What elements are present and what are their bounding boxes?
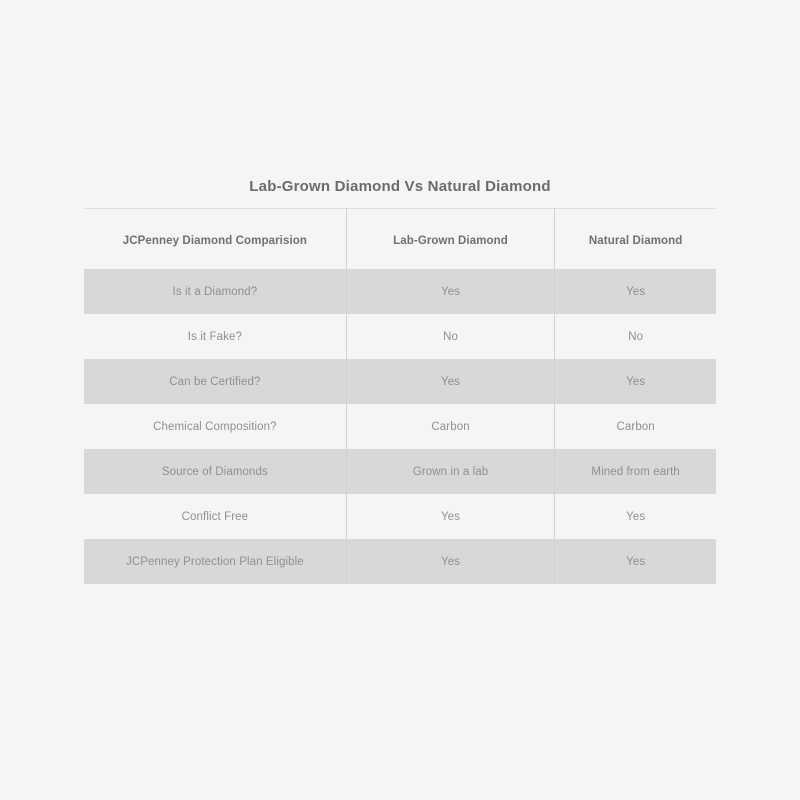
cell-lab-grown: Yes bbox=[346, 539, 555, 584]
cell-feature: Chemical Composition? bbox=[84, 404, 346, 449]
cell-natural: Yes bbox=[555, 269, 716, 314]
cell-feature: Is it a Diamond? bbox=[84, 269, 346, 314]
column-header-feature: JCPenney Diamond Comparision bbox=[84, 209, 346, 269]
cell-natural: No bbox=[628, 331, 644, 343]
cell-lab-grown: Yes bbox=[346, 269, 555, 314]
cell-lab-grown: Yes bbox=[346, 359, 555, 404]
diamond-comparison-table bbox=[84, 209, 716, 584]
cell-natural: Yes bbox=[555, 359, 716, 404]
column-header-natural: Natural Diamond bbox=[588, 235, 683, 247]
table-body bbox=[84, 269, 716, 584]
cell-feature: JCPenney Protection Plan Eligible bbox=[84, 539, 346, 584]
cell-feature: Conflict Free bbox=[84, 494, 346, 539]
cell-feature: Source of Diamonds bbox=[84, 449, 346, 494]
cell-lab-grown: No bbox=[346, 314, 555, 359]
cell-lab-grown: Yes bbox=[346, 494, 555, 539]
comparison-table-block bbox=[84, 178, 716, 584]
cell-feature: Is it Fake? bbox=[84, 314, 346, 359]
table-row bbox=[84, 494, 716, 539]
table-row bbox=[84, 269, 716, 314]
table-row bbox=[84, 539, 716, 584]
cell-natural: Yes bbox=[555, 539, 716, 584]
table-header bbox=[84, 209, 716, 269]
table-row bbox=[84, 404, 716, 449]
table-row bbox=[84, 359, 716, 404]
page-title: Lab-Grown Diamond Vs Natural Diamond bbox=[84, 178, 716, 209]
table-header-row bbox=[84, 209, 716, 269]
cell-natural: Carbon bbox=[616, 421, 655, 433]
cell-feature: Can be Certified? bbox=[84, 359, 346, 404]
table-row bbox=[84, 449, 716, 494]
cell-natural: Mined from earth bbox=[555, 449, 716, 494]
cell-lab-grown: Grown in a lab bbox=[346, 449, 555, 494]
cell-natural: Yes bbox=[626, 511, 646, 523]
column-header-lab-grown: Lab-Grown Diamond bbox=[346, 209, 555, 269]
cell-lab-grown: Carbon bbox=[346, 404, 555, 449]
table-row bbox=[84, 314, 716, 359]
